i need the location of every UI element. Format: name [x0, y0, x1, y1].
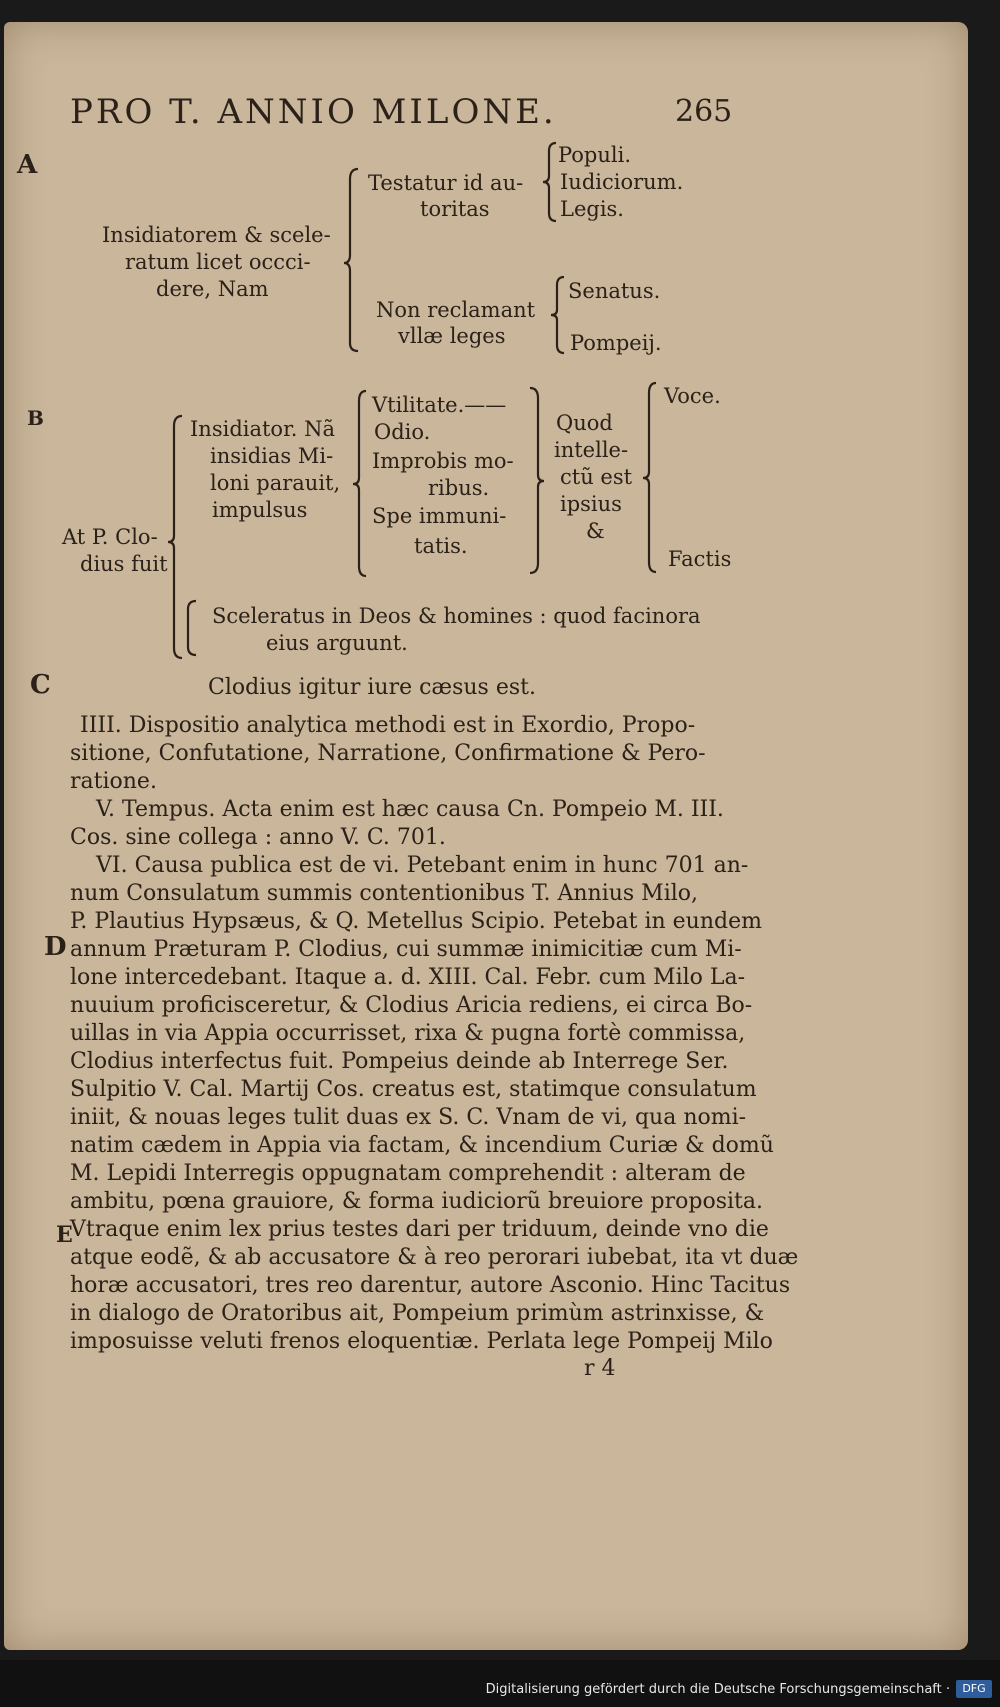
running-header: PRO T. ANNIO MILONE.	[70, 92, 557, 132]
body-line: imposuisse veluti frenos eloquentiæ. Perlata lege Pompeij Milo	[70, 1329, 773, 1354]
conclusion-line: Clodius igitur iure cæsus est.	[208, 675, 536, 700]
scheme-a-root-line-1: Insidiatorem & scele-	[102, 223, 331, 247]
body-line: sitione, Confutatione, Narratione, Confirmatione & Pero-	[70, 741, 706, 766]
body-line: IIII. Dispositio analytica methodi est in Exordio, Propo-	[80, 713, 696, 738]
scheme-b-root-line-1: At P. Clo-	[62, 525, 158, 549]
scheme-b-motives-brace	[350, 388, 370, 580]
scheme-a-branch1-item-iudiciorum: Iudiciorum.	[560, 170, 684, 194]
body-line: natim cædem in Appia via factam, & incendium Curiæ & domũ	[70, 1133, 774, 1158]
scheme-b-motive-4: ribus.	[428, 476, 490, 500]
footer-credit: Digitalisierung gefördert durch die Deutsche Forschungsgemeinschaft ·	[485, 1682, 950, 1697]
margin-letter-d: D	[44, 932, 67, 962]
scheme-a-branch1-line-2: toritas	[420, 197, 490, 221]
body-line: annum Præturam P. Clodius, cui summæ inimicitiæ cum Mi-	[70, 937, 742, 962]
scheme-a-branch2-line-1: Non reclamant	[376, 298, 536, 322]
scheme-b-motive-1: Vtilitate.——	[372, 393, 507, 417]
dfg-logo: DFG	[956, 1680, 992, 1698]
scheme-a-branch1-item-legis: Legis.	[560, 197, 624, 221]
scheme-b-quod-item-factis: Factis	[668, 547, 732, 571]
body-line: Vtraque enim lex prius testes dari per triduum, deinde vno die	[70, 1217, 769, 1242]
body-line: num Consulatum summis contentionibus T. Annius Milo,	[70, 881, 699, 906]
body-line: horæ accusatori, tres reo darentur, autore Asconio. Hinc Tacitus	[70, 1273, 791, 1298]
scheme-a-branch1-item-populi: Populi.	[558, 143, 631, 167]
scheme-b-branch1-line-4: impulsus	[212, 498, 308, 522]
scheme-b-motives-close-brace	[526, 385, 548, 577]
body-line: atque eodẽ, & ab accusatore & à reo perorari iubebat, ita vt duæ	[70, 1245, 799, 1270]
body-line: Cos. sine collega : anno V. C. 701.	[70, 825, 446, 850]
margin-letter-c: C	[30, 670, 51, 700]
scheme-a-branch2-brace	[548, 274, 568, 356]
scheme-b-branch2-brace	[180, 598, 200, 658]
scheme-b-quod-line-4: ipsius	[560, 492, 622, 516]
scheme-a-main-brace	[342, 165, 366, 355]
scheme-a-branch2-line-2: vllæ leges	[398, 324, 506, 348]
body-line: uillas in via Appia occurrisset, rixa & pugna fortè commissa,	[70, 1021, 746, 1046]
body-line: lone intercedebant. Itaque a. d. XIII. Cal. Febr. cum Milo La-	[70, 965, 746, 990]
scheme-b-root-line-2: dius fuit	[80, 552, 168, 576]
scheme-b-motive-3: Improbis mo-	[372, 449, 514, 473]
body-line: nuuium proficisceretur, & Clodius Aricia rediens, ei circa Bo-	[70, 993, 753, 1018]
scheme-b-branch1-line-2: insidias Mi-	[210, 444, 334, 468]
scheme-b-quod-item-voce: Voce.	[664, 384, 721, 408]
body-line: Sulpitio V. Cal. Martij Cos. creatus est, statimque consulatum	[70, 1077, 757, 1102]
body-line: V. Tempus. Acta enim est hæc causa Cn. Pompeio M. III.	[96, 797, 724, 822]
body-line: P. Plautius Hypsæus, & Q. Metellus Scipio. Petebat in eundem	[70, 909, 762, 934]
scheme-b-branch1-line-3: loni parauit,	[210, 471, 341, 495]
body-line: iniit, & nouas leges tulit duas ex S. C. Vnam de vi, qua nomi-	[70, 1105, 747, 1130]
scheme-a-branch2-item-senatus: Senatus.	[568, 279, 661, 303]
page-number: 265	[675, 94, 733, 129]
body-line: VI. Causa publica est de vi. Petebant enim in hunc 701 an-	[96, 853, 749, 878]
scheme-a-branch1-brace	[540, 140, 560, 224]
scheme-b-branch2-line-1: Sceleratus in Deos & homines : quod facinora	[212, 604, 701, 628]
scheme-b-quod-line-3: ctũ est	[560, 465, 633, 489]
scheme-b-quod-line-1: Quod	[556, 411, 613, 435]
scheme-b-quod-line-2: intelle-	[554, 438, 629, 462]
scheme-a-root-line-2: ratum licet occci-	[125, 250, 311, 274]
margin-letter-e: E	[56, 1222, 73, 1248]
scheme-b-branch1-line-1: Insidiator. Nã	[190, 417, 336, 441]
scheme-a-branch1-line-1: Testatur id au-	[368, 171, 524, 195]
scheme-b-quod-brace	[640, 380, 662, 576]
scheme-b-motive-2: Odio.	[374, 420, 431, 444]
scheme-b-motive-6: tatis.	[414, 534, 468, 558]
body-line: ambitu, pœna grauiore, & forma iudiciorũ breuiore proposita.	[70, 1189, 763, 1214]
body-line: M. Lepidi Interregis oppugnatam comprehendit : alteram de	[70, 1161, 746, 1186]
scheme-a-root-line-3: dere, Nam	[156, 277, 269, 301]
body-line: ratione.	[70, 769, 157, 794]
scheme-a-branch2-item-pompeij: Pompeij.	[570, 331, 662, 355]
scheme-b-branch2-line-2: eius arguunt.	[266, 631, 408, 655]
signature-mark: r 4	[584, 1356, 616, 1381]
scheme-b-quod-line-5: &	[586, 519, 605, 543]
body-line: Clodius interfectus fuit. Pompeius deinde ab Interrege Ser.	[70, 1049, 729, 1074]
margin-letter-b: B	[27, 406, 44, 430]
margin-letter-a: A	[17, 150, 38, 180]
body-line: in dialogo de Oratoribus ait, Pompeium primùm astrinxisse, &	[70, 1301, 765, 1326]
scheme-b-motive-5: Spe immuni-	[372, 504, 507, 528]
